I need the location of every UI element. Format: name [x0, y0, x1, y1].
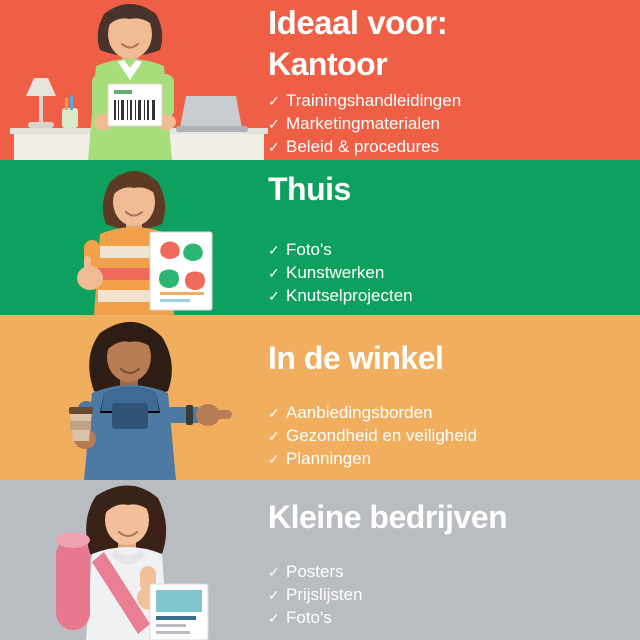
check-icon: ✓ [268, 288, 280, 305]
small-business-scene-illustration [0, 480, 268, 640]
section-kantoor [0, 0, 640, 160]
section-list-bedrijven [268, 561, 622, 630]
list-item-label: Posters [286, 562, 344, 582]
list-item-label: Foto's [286, 608, 332, 628]
store-scene-illustration [0, 315, 268, 480]
section-list-winkel [268, 402, 622, 471]
section-in-de-winkel [0, 315, 640, 480]
section-title-winkel: In de winkel [268, 340, 444, 376]
section-title-bedrijven: Kleine bedrijven [268, 499, 508, 535]
list-item-label: Marketingmaterialen [286, 113, 441, 133]
list-item [268, 584, 622, 607]
list-item-label: Kunstwerken [286, 263, 385, 283]
section-thuis-image [0, 160, 268, 315]
list-item [268, 561, 622, 584]
list-item-label: Knutselprojecten [286, 286, 413, 306]
section-list-thuis [268, 239, 622, 308]
home-scene-illustration [0, 160, 268, 315]
list-item-label: Prijslijsten [286, 585, 363, 605]
check-icon: ✓ [268, 405, 280, 422]
list-item-label: Foto's [286, 240, 332, 260]
section-winkel-image [0, 315, 268, 480]
list-item [268, 239, 622, 262]
list-item [268, 113, 622, 136]
list-item-label: Planningen [286, 449, 372, 469]
check-icon: ✓ [268, 138, 280, 155]
section-thuis [0, 160, 640, 315]
section-title-thuis: Thuis [268, 171, 351, 207]
check-icon: ✓ [268, 587, 280, 604]
list-item [268, 607, 622, 630]
list-item [268, 90, 622, 113]
list-item [268, 425, 622, 448]
check-icon: ✓ [268, 115, 280, 132]
check-icon: ✓ [268, 451, 280, 468]
check-icon: ✓ [268, 610, 280, 627]
list-item-label: Beleid & procedures [286, 136, 440, 156]
list-item [268, 448, 622, 471]
check-icon: ✓ [268, 265, 280, 282]
section-kantoor-image [0, 0, 268, 160]
check-icon: ✓ [268, 428, 280, 445]
section-bedrijven-image [0, 480, 268, 640]
list-item [268, 285, 622, 308]
section-title-kantoor: Kantoor [268, 45, 388, 82]
list-item-label: Trainingshandleidingen [286, 90, 462, 110]
check-icon: ✓ [268, 564, 280, 581]
list-item [268, 136, 622, 159]
check-icon: ✓ [268, 92, 280, 109]
list-item-label: Gezondheid en veiligheid [286, 426, 477, 446]
check-icon: ✓ [268, 242, 280, 259]
section-list-kantoor [268, 90, 622, 159]
office-scene-illustration [0, 0, 268, 160]
list-item [268, 402, 622, 425]
poster-kicker: Ideaal voor: [268, 4, 448, 41]
list-item [268, 262, 622, 285]
section-kleine-bedrijven [0, 480, 640, 640]
list-item-label: Aanbiedingsborden [286, 403, 433, 423]
